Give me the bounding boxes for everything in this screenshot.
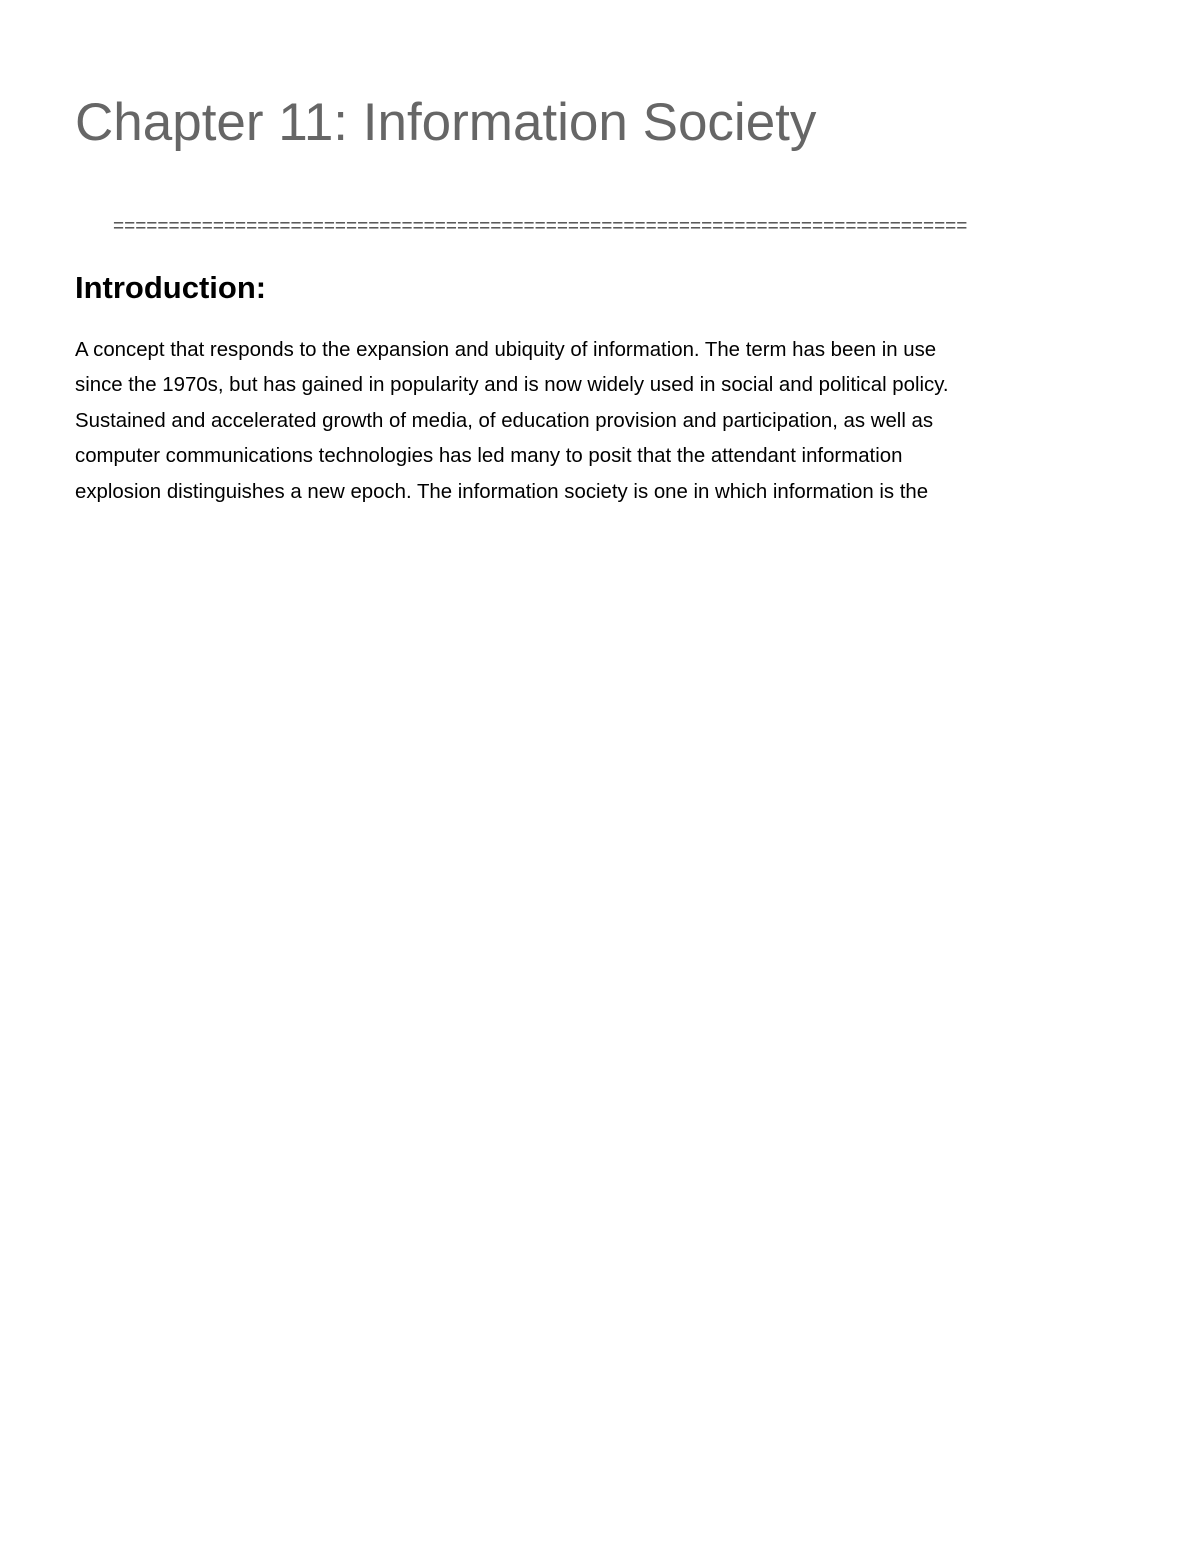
section-heading-introduction: Introduction: — [75, 270, 267, 305]
chapter-title: Chapter 11: Information Society — [75, 93, 817, 152]
paragraph-line: explosion distinguishes a new epoch. The information society is one in which information is the — [75, 480, 929, 503]
paragraph-line: Sustained and accelerated growth of media, of education provision and participation, as well as — [75, 409, 934, 432]
separator-line: ============================================================================= — [113, 216, 968, 237]
paragraph-line: A concept that responds to the expansion and ubiquity of information. The term has been in use — [75, 339, 937, 361]
paragraph-line: computer communications technologies has led many to posit that the attendant information — [75, 445, 903, 468]
introduction-paragraph — [75, 333, 1085, 510]
paragraph-line: since the 1970s, but has gained in popularity and is now widely used in social and political policy. — [75, 374, 949, 397]
